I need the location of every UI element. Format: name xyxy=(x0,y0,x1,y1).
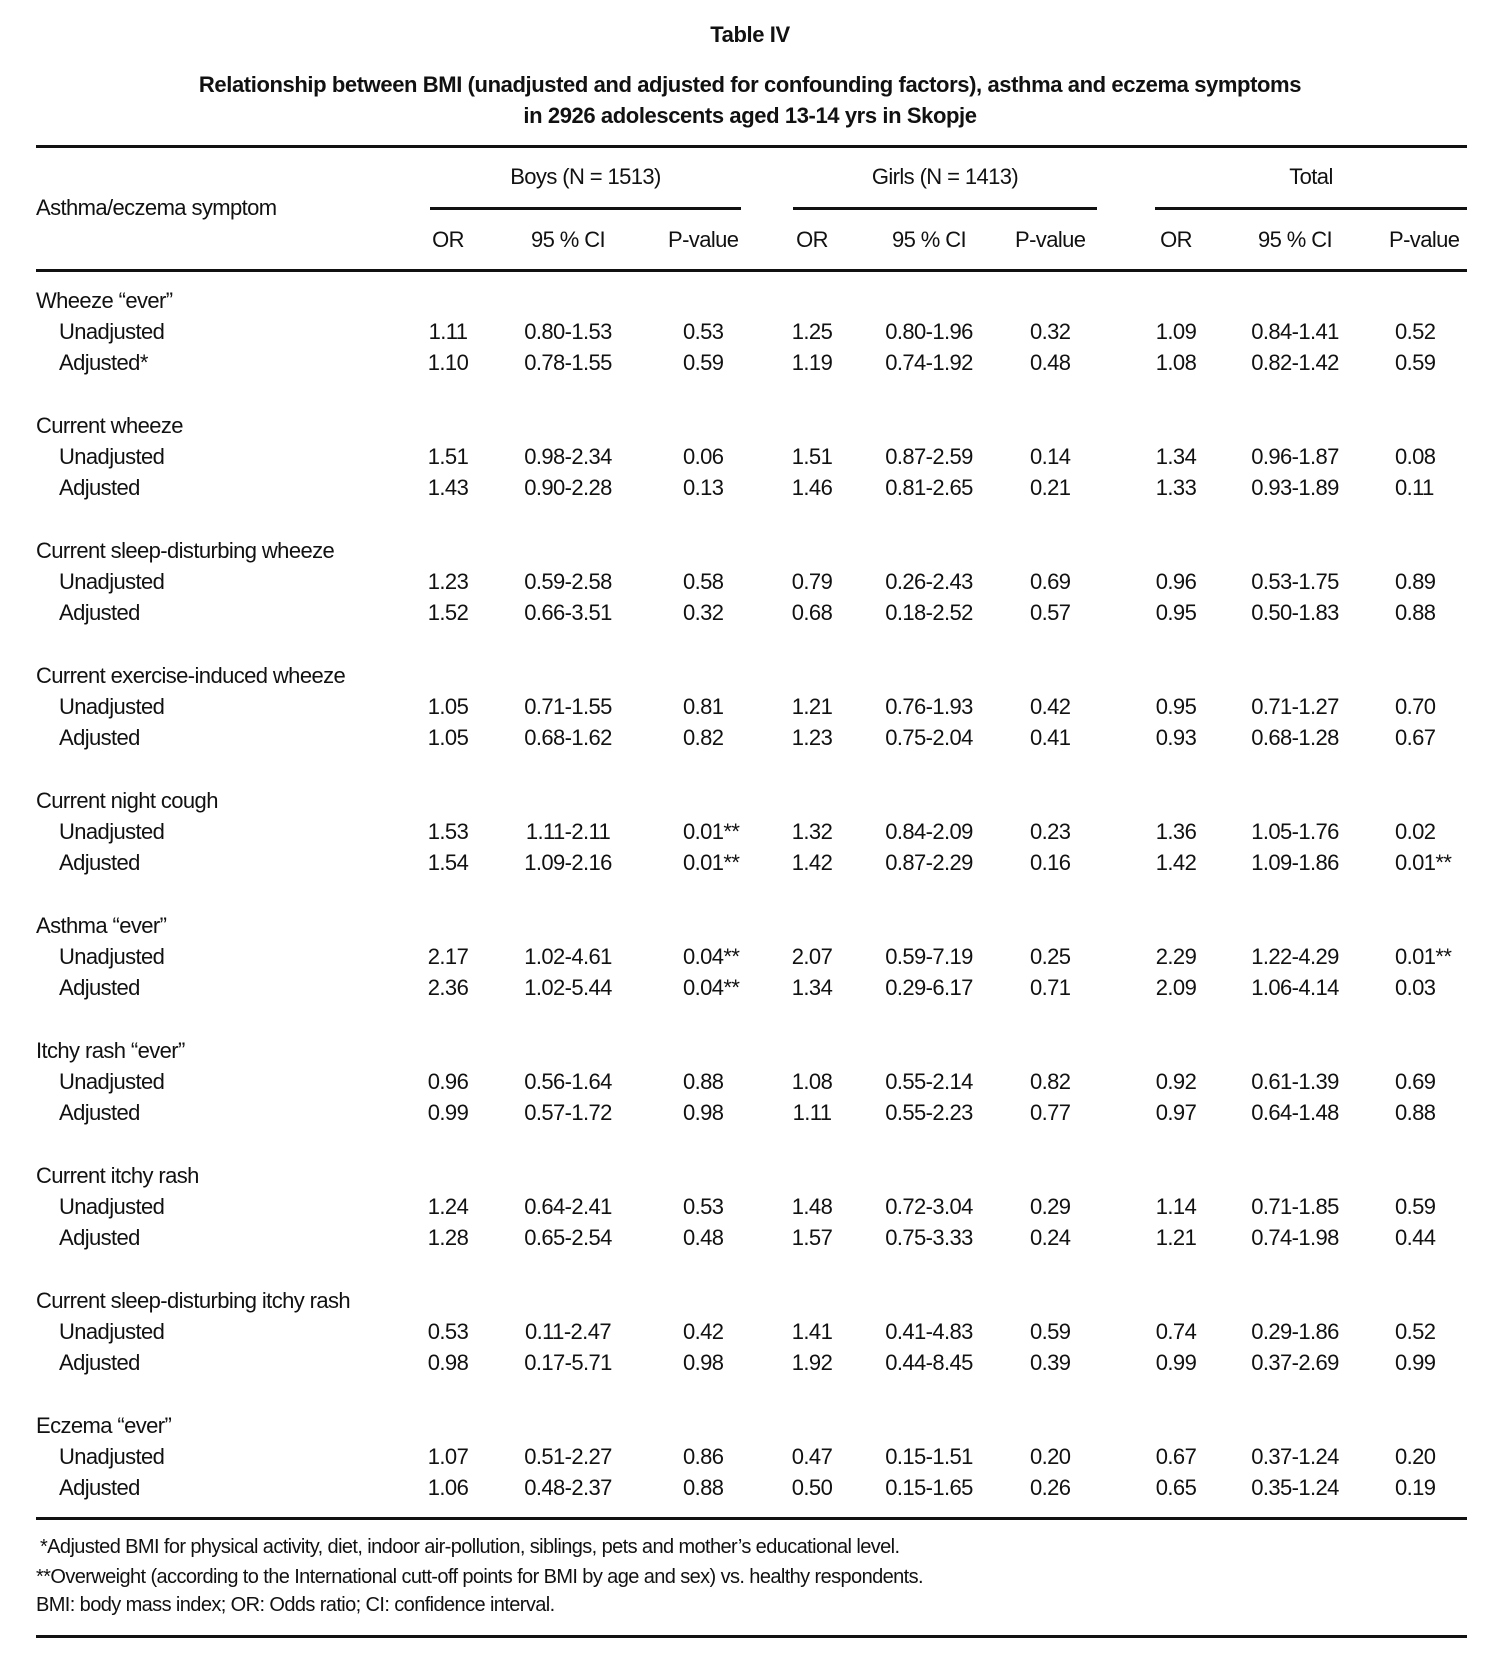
boys-or-value: 0.53 xyxy=(427,1319,469,1344)
total-p-value: 0.52 xyxy=(1395,319,1436,344)
total-ci-value: 0.93-1.89 xyxy=(1251,475,1339,500)
symptom-label: Current exercise-induced wheeze xyxy=(36,663,346,688)
boys-ci-value: 0.98-2.34 xyxy=(524,444,612,469)
adjusted-row-label: Adjusted xyxy=(59,725,140,750)
total-or-value: 1.08 xyxy=(1155,350,1197,375)
boys-p-value: 0.53 xyxy=(683,1194,724,1219)
girls-or-value: 1.25 xyxy=(791,319,833,344)
girls-or-value: 1.23 xyxy=(791,725,833,750)
boys-p-value: 0.42 xyxy=(683,1319,724,1344)
girls-ci-value: 0.72-3.04 xyxy=(885,1194,973,1219)
total-or-value: 0.97 xyxy=(1155,1100,1197,1125)
boys-ci-value: 0.78-1.55 xyxy=(524,350,612,375)
adjusted-row-label: Adjusted xyxy=(59,1225,140,1250)
boys-ci-value: 1.02-4.61 xyxy=(524,944,612,969)
footnote-adjusted: *Adjusted BMI for physical activity, diet, indoor air-pollution, siblings, pets and mother’s educational level. xyxy=(40,1536,900,1558)
girls-p-value: 0.69 xyxy=(1030,569,1071,594)
girls-or-value: 1.57 xyxy=(791,1225,833,1250)
boys-p-value: 0.04** xyxy=(683,944,740,969)
boys-p-value: 0.48 xyxy=(683,1225,724,1250)
girls-p-value: 0.24 xyxy=(1030,1225,1071,1250)
boys-ci-value: 0.59-2.58 xyxy=(524,569,612,594)
girls-or-value: 0.47 xyxy=(791,1444,833,1469)
total-p-value: 0.88 xyxy=(1395,600,1436,625)
total-p-value: 0.44 xyxy=(1395,1225,1436,1250)
girls-p-value: 0.20 xyxy=(1030,1444,1071,1469)
boys-or-value: 1.51 xyxy=(427,444,469,469)
boys-or-value: 1.52 xyxy=(427,600,469,625)
unadjusted-row-label: Unadjusted xyxy=(59,319,165,344)
girls-ci-value: 0.87-2.29 xyxy=(885,850,973,875)
column-header-ci: 95 % CI xyxy=(530,227,606,252)
boys-p-value: 0.82 xyxy=(683,725,724,750)
symptom-label: Current sleep-disturbing itchy rash xyxy=(36,1288,351,1313)
girls-ci-value: 0.44-8.45 xyxy=(885,1350,973,1375)
girls-p-value: 0.14 xyxy=(1030,444,1071,469)
girls-or-value: 1.42 xyxy=(791,850,833,875)
boys-ci-value: 0.57-1.72 xyxy=(524,1100,612,1125)
total-or-value: 1.34 xyxy=(1155,444,1197,469)
boys-or-value: 2.36 xyxy=(427,975,469,1000)
girls-ci-value: 0.81-2.65 xyxy=(885,475,973,500)
boys-p-value: 0.13 xyxy=(683,475,724,500)
symptom-label: Current sleep-disturbing wheeze xyxy=(36,538,335,563)
adjusted-row-label: Adjusted* xyxy=(59,350,148,375)
boys-or-value: 1.53 xyxy=(427,819,469,844)
boys-ci-value: 1.02-5.44 xyxy=(524,975,612,1000)
girls-ci-value: 0.26-2.43 xyxy=(885,569,973,594)
boys-p-value: 0.88 xyxy=(683,1475,724,1500)
boys-or-value: 1.24 xyxy=(427,1194,469,1219)
boys-or-value: 1.43 xyxy=(427,475,469,500)
girls-p-value: 0.59 xyxy=(1030,1319,1071,1344)
boys-p-value: 0.88 xyxy=(683,1069,724,1094)
boys-or-value: 0.98 xyxy=(427,1350,469,1375)
boys-ci-value: 0.80-1.53 xyxy=(524,319,612,344)
adjusted-row-label: Adjusted xyxy=(59,975,140,1000)
girls-p-value: 0.48 xyxy=(1030,350,1071,375)
footnote-overweight: **Overweight (according to the International cutt-off points for BMI by age and sex) vs. healthy respondents. xyxy=(36,1566,923,1588)
column-header-or: OR xyxy=(432,227,464,252)
boys-p-value: 0.53 xyxy=(683,319,724,344)
group-rule-boys xyxy=(430,207,741,210)
girls-p-value: 0.82 xyxy=(1030,1069,1071,1094)
header-bottom-rule xyxy=(36,269,1467,272)
girls-ci-value: 0.59-7.19 xyxy=(885,944,973,969)
total-ci-value: 0.71-1.85 xyxy=(1251,1194,1339,1219)
girls-ci-value: 0.75-2.04 xyxy=(885,725,973,750)
total-ci-value: 1.22-4.29 xyxy=(1251,944,1339,969)
total-p-value: 0.52 xyxy=(1395,1319,1436,1344)
unadjusted-row-label: Unadjusted xyxy=(59,1194,165,1219)
boys-or-value: 1.07 xyxy=(427,1444,469,1469)
total-ci-value: 0.84-1.41 xyxy=(1251,319,1339,344)
total-ci-value: 0.96-1.87 xyxy=(1251,444,1339,469)
unadjusted-row-label: Unadjusted xyxy=(59,694,165,719)
girls-or-value: 1.41 xyxy=(791,1319,833,1344)
unadjusted-row-label: Unadjusted xyxy=(59,1319,165,1344)
boys-or-value: 1.10 xyxy=(427,350,469,375)
total-ci-value: 0.82-1.42 xyxy=(1251,350,1339,375)
boys-ci-value: 0.56-1.64 xyxy=(524,1069,612,1094)
girls-or-value: 1.48 xyxy=(791,1194,833,1219)
total-ci-value: 1.09-1.86 xyxy=(1251,850,1339,875)
total-ci-value: 0.29-1.86 xyxy=(1251,1319,1339,1344)
final-rule xyxy=(36,1635,1467,1638)
symptom-label: Wheeze “ever” xyxy=(36,288,173,313)
boys-ci-value: 0.11-2.47 xyxy=(525,1319,611,1344)
boys-ci-value: 0.90-2.28 xyxy=(524,475,612,500)
adjusted-row-label: Adjusted xyxy=(59,600,140,625)
adjusted-row-label: Adjusted xyxy=(59,850,140,875)
group-rule-girls xyxy=(793,207,1097,210)
boys-p-value: 0.01** xyxy=(683,850,740,875)
total-p-value: 0.01** xyxy=(1395,944,1452,969)
column-header-or: OR xyxy=(1160,227,1192,252)
boys-ci-value: 0.68-1.62 xyxy=(524,725,612,750)
boys-ci-value: 1.09-2.16 xyxy=(524,850,612,875)
girls-or-value: 0.68 xyxy=(791,600,833,625)
top-rule xyxy=(36,145,1467,148)
unadjusted-row-label: Unadjusted xyxy=(59,1444,165,1469)
boys-ci-value: 0.17-5.71 xyxy=(524,1350,612,1375)
boys-or-value: 0.96 xyxy=(427,1069,469,1094)
boys-ci-value: 0.51-2.27 xyxy=(524,1444,612,1469)
total-p-value: 0.67 xyxy=(1395,725,1436,750)
table-number: Table IV xyxy=(710,22,790,47)
total-or-value: 0.65 xyxy=(1155,1475,1197,1500)
girls-p-value: 0.42 xyxy=(1030,694,1071,719)
total-ci-value: 1.05-1.76 xyxy=(1251,819,1339,844)
total-or-value: 1.21 xyxy=(1155,1225,1197,1250)
girls-ci-value: 0.18-2.52 xyxy=(885,600,973,625)
total-p-value: 0.20 xyxy=(1395,1444,1436,1469)
total-or-value: 1.14 xyxy=(1155,1194,1197,1219)
boys-p-value: 0.32 xyxy=(683,600,724,625)
footnote-abbreviations: BMI: body mass index; OR: Odds ratio; CI: confidence interval. xyxy=(36,1594,555,1616)
adjusted-row-label: Adjusted xyxy=(59,1475,140,1500)
girls-p-value: 0.77 xyxy=(1030,1100,1071,1125)
girls-or-value: 1.46 xyxy=(791,475,833,500)
girls-or-value: 0.79 xyxy=(791,569,833,594)
girls-p-value: 0.16 xyxy=(1030,850,1071,875)
girls-ci-value: 0.87-2.59 xyxy=(885,444,973,469)
total-p-value: 0.02 xyxy=(1395,819,1436,844)
total-p-value: 0.19 xyxy=(1395,1475,1436,1500)
adjusted-row-label: Adjusted xyxy=(59,1350,140,1375)
boys-p-value: 0.06 xyxy=(683,444,724,469)
total-or-value: 0.67 xyxy=(1155,1444,1197,1469)
girls-ci-value: 0.55-2.14 xyxy=(885,1069,973,1094)
total-p-value: 0.70 xyxy=(1395,694,1436,719)
girls-ci-value: 0.76-1.93 xyxy=(885,694,973,719)
boys-or-value: 1.23 xyxy=(427,569,469,594)
column-header-p-value: P-value xyxy=(668,227,739,252)
column-header-or: OR xyxy=(796,227,828,252)
total-or-value: 0.95 xyxy=(1155,694,1197,719)
total-p-value: 0.03 xyxy=(1395,975,1436,1000)
total-ci-value: 0.53-1.75 xyxy=(1251,569,1339,594)
girls-ci-value: 0.74-1.92 xyxy=(885,350,973,375)
group-header-girls: Girls (N = 1413) xyxy=(871,164,1019,189)
column-header-p-value: P-value xyxy=(1389,227,1460,252)
boys-p-value: 0.81 xyxy=(683,694,724,719)
boys-ci-value: 0.71-1.55 xyxy=(524,694,612,719)
girls-or-value: 1.32 xyxy=(791,819,833,844)
unadjusted-row-label: Unadjusted xyxy=(59,819,165,844)
girls-or-value: 2.07 xyxy=(791,944,833,969)
table-caption-line-1: Relationship between BMI (unadjusted and adjusted for confounding factors), asthma and eczema symptoms xyxy=(198,72,1302,97)
boys-ci-value: 0.48-2.37 xyxy=(524,1475,612,1500)
total-or-value: 1.33 xyxy=(1155,475,1197,500)
symptom-label: Current itchy rash xyxy=(36,1163,199,1188)
boys-p-value: 0.58 xyxy=(683,569,724,594)
symptom-label: Current night cough xyxy=(36,788,218,813)
total-ci-value: 0.74-1.98 xyxy=(1251,1225,1339,1250)
total-ci-value: 0.61-1.39 xyxy=(1251,1069,1339,1094)
total-ci-value: 0.64-1.48 xyxy=(1251,1100,1339,1125)
symptom-column-header: Asthma/eczema symptom xyxy=(36,195,277,220)
total-p-value: 0.01** xyxy=(1395,850,1452,875)
girls-p-value: 0.39 xyxy=(1030,1350,1071,1375)
boys-p-value: 0.98 xyxy=(683,1100,724,1125)
total-ci-value: 0.37-2.69 xyxy=(1251,1350,1339,1375)
boys-or-value: 1.28 xyxy=(427,1225,469,1250)
girls-ci-value: 0.80-1.96 xyxy=(885,319,973,344)
boys-ci-value: 0.66-3.51 xyxy=(524,600,612,625)
girls-ci-value: 0.29-6.17 xyxy=(885,975,973,1000)
unadjusted-row-label: Unadjusted xyxy=(59,444,165,469)
total-or-value: 1.09 xyxy=(1155,319,1197,344)
unadjusted-row-label: Unadjusted xyxy=(59,569,165,594)
symptom-label: Eczema “ever” xyxy=(36,1413,172,1438)
column-header-p-value: P-value xyxy=(1015,227,1086,252)
girls-ci-value: 0.41-4.83 xyxy=(885,1319,973,1344)
total-or-value: 0.92 xyxy=(1155,1069,1197,1094)
boys-ci-value: 0.64-2.41 xyxy=(524,1194,612,1219)
girls-p-value: 0.25 xyxy=(1030,944,1071,969)
boys-p-value: 0.01** xyxy=(683,819,740,844)
group-header-boys: Boys (N = 1513) xyxy=(510,164,661,189)
boys-p-value: 0.98 xyxy=(683,1350,724,1375)
symptom-label: Asthma “ever” xyxy=(36,913,167,938)
girls-ci-value: 0.75-3.33 xyxy=(885,1225,973,1250)
boys-or-value: 2.17 xyxy=(427,944,469,969)
girls-p-value: 0.21 xyxy=(1030,475,1071,500)
boys-p-value: 0.59 xyxy=(683,350,724,375)
total-p-value: 0.69 xyxy=(1395,1069,1436,1094)
boys-p-value: 0.04** xyxy=(683,975,740,1000)
boys-or-value: 0.99 xyxy=(427,1100,469,1125)
unadjusted-row-label: Unadjusted xyxy=(59,944,165,969)
table-bottom-rule xyxy=(36,1517,1467,1520)
total-p-value: 0.08 xyxy=(1395,444,1436,469)
girls-p-value: 0.71 xyxy=(1030,975,1071,1000)
girls-or-value: 1.34 xyxy=(791,975,833,1000)
total-p-value: 0.99 xyxy=(1395,1350,1436,1375)
total-ci-value: 0.35-1.24 xyxy=(1251,1475,1339,1500)
adjusted-row-label: Adjusted xyxy=(59,475,140,500)
total-ci-value: 0.50-1.83 xyxy=(1251,600,1339,625)
total-ci-value: 0.68-1.28 xyxy=(1251,725,1339,750)
total-or-value: 0.99 xyxy=(1155,1350,1197,1375)
girls-p-value: 0.57 xyxy=(1030,600,1071,625)
girls-or-value: 1.51 xyxy=(791,444,833,469)
girls-p-value: 0.23 xyxy=(1030,819,1071,844)
group-header-total: Total xyxy=(1289,164,1333,189)
girls-ci-value: 0.15-1.65 xyxy=(885,1475,973,1500)
girls-p-value: 0.41 xyxy=(1030,725,1071,750)
boys-or-value: 1.06 xyxy=(427,1475,469,1500)
total-p-value: 0.88 xyxy=(1395,1100,1436,1125)
girls-p-value: 0.26 xyxy=(1030,1475,1071,1500)
total-p-value: 0.59 xyxy=(1395,350,1436,375)
table-caption-line-2: in 2926 adolescents aged 13-14 yrs in Skopje xyxy=(523,103,977,128)
boys-or-value: 1.05 xyxy=(427,694,469,719)
girls-or-value: 1.19 xyxy=(791,350,833,375)
unadjusted-row-label: Unadjusted xyxy=(59,1069,165,1094)
total-p-value: 0.89 xyxy=(1395,569,1436,594)
total-or-value: 0.95 xyxy=(1155,600,1197,625)
group-rule-total xyxy=(1155,207,1467,210)
boys-or-value: 1.54 xyxy=(427,850,469,875)
boys-p-value: 0.86 xyxy=(683,1444,724,1469)
girls-or-value: 1.08 xyxy=(791,1069,833,1094)
total-ci-value: 0.37-1.24 xyxy=(1251,1444,1339,1469)
total-or-value: 2.09 xyxy=(1155,975,1197,1000)
total-or-value: 2.29 xyxy=(1155,944,1197,969)
girls-ci-value: 0.55-2.23 xyxy=(885,1100,973,1125)
girls-ci-value: 0.84-2.09 xyxy=(885,819,973,844)
girls-or-value: 1.92 xyxy=(791,1350,833,1375)
girls-p-value: 0.32 xyxy=(1030,319,1071,344)
girls-or-value: 1.21 xyxy=(791,694,833,719)
boys-or-value: 1.11 xyxy=(428,319,468,344)
column-header-ci: 95 % CI xyxy=(891,227,967,252)
boys-or-value: 1.05 xyxy=(427,725,469,750)
girls-p-value: 0.29 xyxy=(1030,1194,1071,1219)
total-or-value: 0.96 xyxy=(1155,569,1197,594)
boys-ci-value: 1.11-2.11 xyxy=(525,819,611,844)
total-or-value: 1.36 xyxy=(1155,819,1197,844)
total-ci-value: 1.06-4.14 xyxy=(1251,975,1339,1000)
total-p-value: 0.59 xyxy=(1395,1194,1436,1219)
total-ci-value: 0.71-1.27 xyxy=(1251,694,1339,719)
symptom-label: Current wheeze xyxy=(36,413,183,438)
girls-or-value: 1.11 xyxy=(792,1100,832,1125)
total-or-value: 0.93 xyxy=(1155,725,1197,750)
boys-ci-value: 0.65-2.54 xyxy=(524,1225,612,1250)
total-or-value: 1.42 xyxy=(1155,850,1197,875)
girls-or-value: 0.50 xyxy=(791,1475,833,1500)
column-header-ci: 95 % CI xyxy=(1257,227,1333,252)
symptom-label: Itchy rash “ever” xyxy=(36,1038,185,1063)
total-p-value: 0.11 xyxy=(1395,475,1434,500)
total-or-value: 0.74 xyxy=(1155,1319,1197,1344)
adjusted-row-label: Adjusted xyxy=(59,1100,140,1125)
girls-ci-value: 0.15-1.51 xyxy=(885,1444,973,1469)
